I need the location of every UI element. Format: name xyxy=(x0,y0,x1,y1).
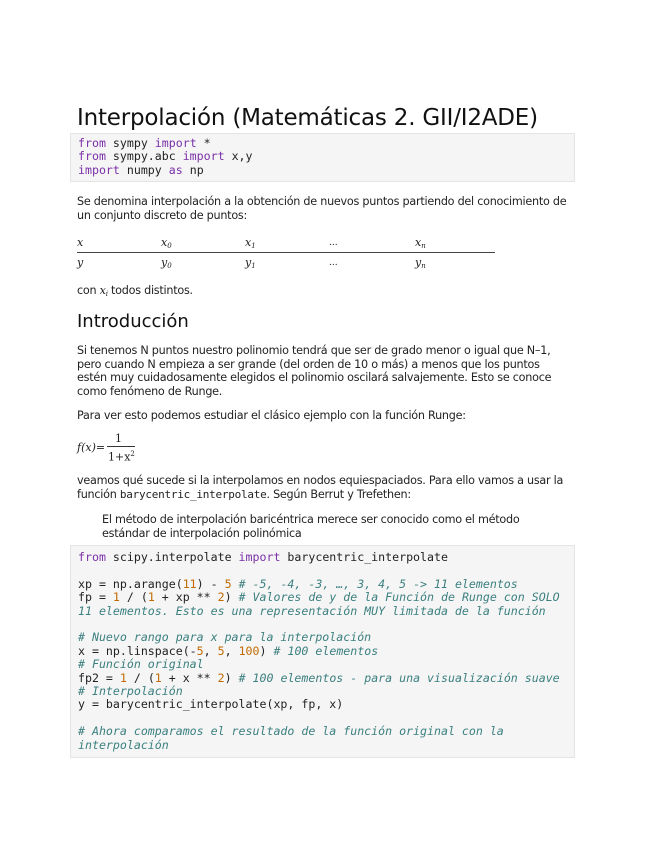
code-token: , xyxy=(203,643,218,658)
code-token: + x ** xyxy=(161,670,218,685)
code-line xyxy=(78,578,567,591)
table-cell: ... xyxy=(329,257,338,268)
code-cell-imports[interactable] xyxy=(70,133,575,182)
code-token: 1 xyxy=(112,590,120,605)
code-token: fp = xyxy=(78,590,113,605)
code-token: / ( xyxy=(126,670,155,685)
points-table xyxy=(77,233,495,272)
code-token: 2 xyxy=(217,590,225,605)
code-token: import xyxy=(78,162,120,177)
code-token: 5 xyxy=(224,576,232,591)
code-token: ) xyxy=(224,670,239,685)
code-token: xp = np.arange( xyxy=(78,576,183,591)
example-paragraph: Para ver esto podemos estudiar el clásico ejemplo con la función Runge: xyxy=(77,409,466,422)
table-cell: ... xyxy=(329,233,415,253)
code-token: from xyxy=(78,149,106,164)
formula-lhs: f(x)= xyxy=(77,441,106,454)
code-line xyxy=(78,739,567,752)
code-token: fp2 = xyxy=(78,670,120,685)
code-line xyxy=(78,698,567,711)
code-token xyxy=(232,577,239,591)
table-cell: x xyxy=(77,233,161,253)
code-line xyxy=(78,685,567,698)
code-token: 5 xyxy=(217,643,225,658)
code-token: 1 xyxy=(147,590,155,605)
runge-paragraph: Si tenemos N puntos nuestro polinomio tendrá que ser de grado menor o igual que N–1, pero cuando N empieza a ser grande (del orden de 10 o más) a menos que los puntos estén muy cuidadosamente elegidos el polinomio oscilará salvajemente. Esto se conoce como fenómeno de Runge. xyxy=(77,344,552,398)
code-line xyxy=(78,672,567,685)
code-token: from xyxy=(78,550,106,564)
code-token: / ( xyxy=(119,590,148,605)
code-token: # 100 elementos xyxy=(273,643,379,658)
table-cell: $y_1$ xyxy=(245,255,256,270)
code-token: import xyxy=(238,550,281,564)
code-line xyxy=(78,137,567,150)
code-token: x,y xyxy=(224,149,253,164)
code-token: sympy.abc xyxy=(105,149,183,164)
formula-numerator: 1 xyxy=(115,432,122,445)
section-heading-introduccion: Introducción xyxy=(77,311,189,332)
code-token: , xyxy=(224,643,239,658)
distinct-note: con $x_i$ todos distintos. xyxy=(77,284,193,298)
code-line xyxy=(78,725,567,738)
code-token: y = barycentric_interpolate(xp, fp, x) xyxy=(78,697,344,712)
code-token: import xyxy=(182,149,225,164)
code-line xyxy=(78,564,567,577)
code-line xyxy=(78,605,567,618)
code-token: 100 xyxy=(238,643,260,658)
page-title: Interpolación (Matemáticas 2. GII/I2ADE) xyxy=(77,105,538,131)
code-token: # -5, -4, -3, …, 3, 4, 5 -> 11 elementos xyxy=(238,576,518,591)
code-token: from xyxy=(78,136,106,150)
code-line xyxy=(78,712,567,725)
code-token: * xyxy=(196,136,211,150)
code-token: numpy xyxy=(119,162,169,177)
code-token: 11 xyxy=(182,576,197,591)
barycentric-paragraph: veamos qué sucede si la interpolamos en nodos equiespaciados. Para ello vamos a usar la función barycentric_interpolate. Según Berrut y Trefethen: xyxy=(77,474,564,501)
code-token: ) xyxy=(224,590,239,605)
code-line xyxy=(78,551,567,564)
code-line xyxy=(78,164,567,177)
code-token: # 100 elementos - para una visualización suave xyxy=(238,670,560,685)
table-cell: $x_0$ xyxy=(161,233,245,253)
code-line xyxy=(78,658,567,671)
code-token: ) - xyxy=(196,576,225,591)
code-token: 1 xyxy=(119,670,127,685)
code-token: scipy.interpolate xyxy=(105,550,239,564)
code-token: np xyxy=(182,162,204,177)
code-token: ) xyxy=(259,643,274,658)
table-cell: y xyxy=(77,256,84,269)
code-line xyxy=(78,631,567,644)
code-token: 2 xyxy=(217,670,225,685)
code-token: # Función original xyxy=(78,657,204,672)
code-token: 5 xyxy=(196,643,204,658)
code-token: # Ahora comparamos el resultado de la función original con la xyxy=(78,724,504,739)
table-row xyxy=(77,233,495,253)
blockquote: El método de interpolación baricéntrica merece ser conocido como el método estándar de interpolación polinómica xyxy=(102,513,520,540)
code-token: as xyxy=(168,162,183,177)
code-token: import xyxy=(154,136,197,150)
code-line xyxy=(78,645,567,658)
fraction-bar xyxy=(107,446,135,447)
table-row xyxy=(77,253,495,273)
code-line xyxy=(78,618,567,631)
intro-paragraph: Se denomina interpolación a la obtención de nuevos puntos partiendo del conocimiento de un conjunto discreto de puntos: xyxy=(77,195,567,222)
inline-code-barycentric: barycentric_interpolate xyxy=(119,487,267,501)
table-cell: $x_n$ xyxy=(415,233,495,253)
formula-denominator: $1+x^2$ xyxy=(108,450,135,464)
code-token: + xp ** xyxy=(154,590,218,605)
code-token: 1 xyxy=(154,670,162,685)
table-cell: $x_1$ xyxy=(245,233,329,253)
code-token: barycentric_interpolate xyxy=(280,550,448,564)
code-token: # Valores de y de la Función de Runge con SOLO xyxy=(238,590,560,605)
code-token: # Interpolación xyxy=(78,684,183,699)
code-token: 11 elementos. Esto es una representación MUY limitada de la función xyxy=(78,603,546,618)
table-cell: $y_0$ xyxy=(161,255,172,270)
code-token: x = np.linspace(- xyxy=(78,643,197,658)
code-line xyxy=(78,150,567,163)
code-cell-barycentric[interactable] xyxy=(70,545,575,758)
code-token: interpolación xyxy=(78,737,169,752)
table-cell: $y_n$ xyxy=(415,255,426,270)
code-line xyxy=(78,591,567,604)
code-token: # Nuevo rango para x para la interpolación xyxy=(78,630,372,645)
code-token: sympy xyxy=(105,136,155,150)
distinct-var: $x_i$ xyxy=(99,284,108,298)
